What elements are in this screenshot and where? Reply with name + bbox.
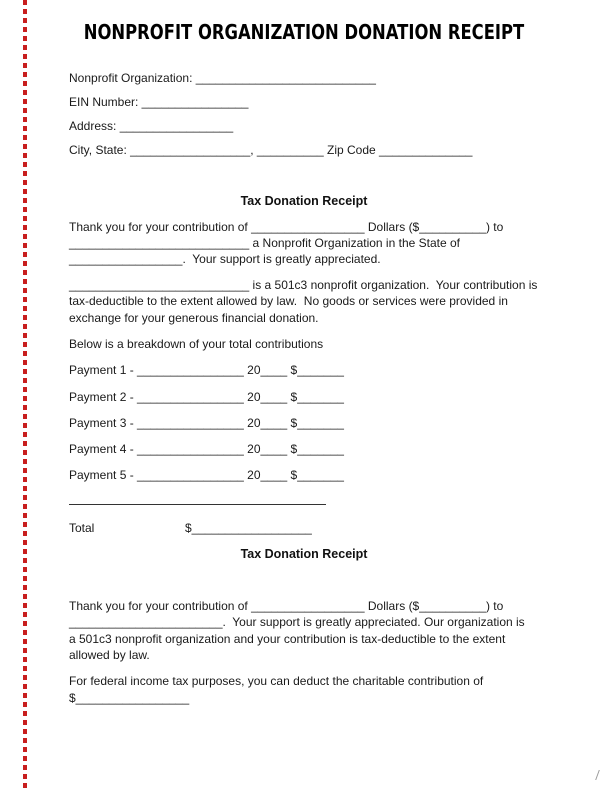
receipt2-paragraph2-line2: $_________________: [69, 691, 190, 705]
total-value: $__________________: [185, 521, 312, 535]
payment-row: Payment 4 - ________________ 20____ $_______: [69, 442, 344, 456]
receipt-heading: Tax Donation Receipt: [240, 194, 368, 208]
document-title: NONPROFIT ORGANIZATION DONATION RECEIPT: [83, 20, 525, 44]
receipt2-paragraph2-line1: For federal income tax purposes, you can deduct the charitable contribution of: [69, 674, 484, 688]
payment-row: Payment 5 - ________________ 20____ $_______: [69, 468, 344, 482]
organization-field: Nonprofit Organization: ___________________________: [69, 71, 376, 85]
city-state-zip-field: City, State: __________________, __________ Zip Code ______________: [69, 143, 473, 157]
payment-row: Payment 1 - ________________ 20____ $_______: [69, 363, 344, 377]
breakdown-intro: Below is a breakdown of your total contributions: [69, 337, 324, 351]
red-dashed-margin-line: [23, 0, 27, 792]
payment-row: Payment 2 - ________________ 20____ $_______: [69, 390, 344, 404]
total-divider: [69, 504, 326, 505]
ein-field: EIN Number: ________________: [69, 95, 249, 109]
receipt1-paragraph1-line1: Thank you for your contribution of _________________ Dollars ($__________) to: [69, 220, 504, 234]
receipt2-paragraph1-line1: Thank you for your contribution of _________________ Dollars ($__________) to: [69, 599, 504, 613]
receipt2-paragraph1-line3: a 501c3 nonprofit organization and your contribution is tax-deductible to the extent: [69, 632, 506, 646]
page-corner-mark: [595, 770, 608, 780]
receipt-heading: Tax Donation Receipt: [240, 547, 368, 561]
address-field: Address: _________________: [69, 119, 234, 133]
receipt1-paragraph2-line2: tax-deductible to the extent allowed by law. No goods or services were provided in: [69, 294, 508, 308]
receipt1-paragraph2-line3: exchange for your generous financial donation.: [69, 311, 319, 325]
receipt1-paragraph1-line2: ___________________________ a Nonprofit Organization in the State of: [69, 236, 460, 250]
receipt2-paragraph1-line2: _______________________. Your support is greatly appreciated. Our organization is: [69, 615, 525, 629]
receipt2-paragraph1-line4: allowed by law.: [69, 648, 150, 662]
receipt1-paragraph1-line3: _________________. Your support is greatly appreciated.: [69, 252, 381, 266]
receipt1-paragraph2-line1: ___________________________ is a 501c3 nonprofit organization. Your contribution is: [69, 278, 538, 292]
total-label: Total: [69, 521, 95, 535]
payment-row: Payment 3 - ________________ 20____ $_______: [69, 416, 344, 430]
